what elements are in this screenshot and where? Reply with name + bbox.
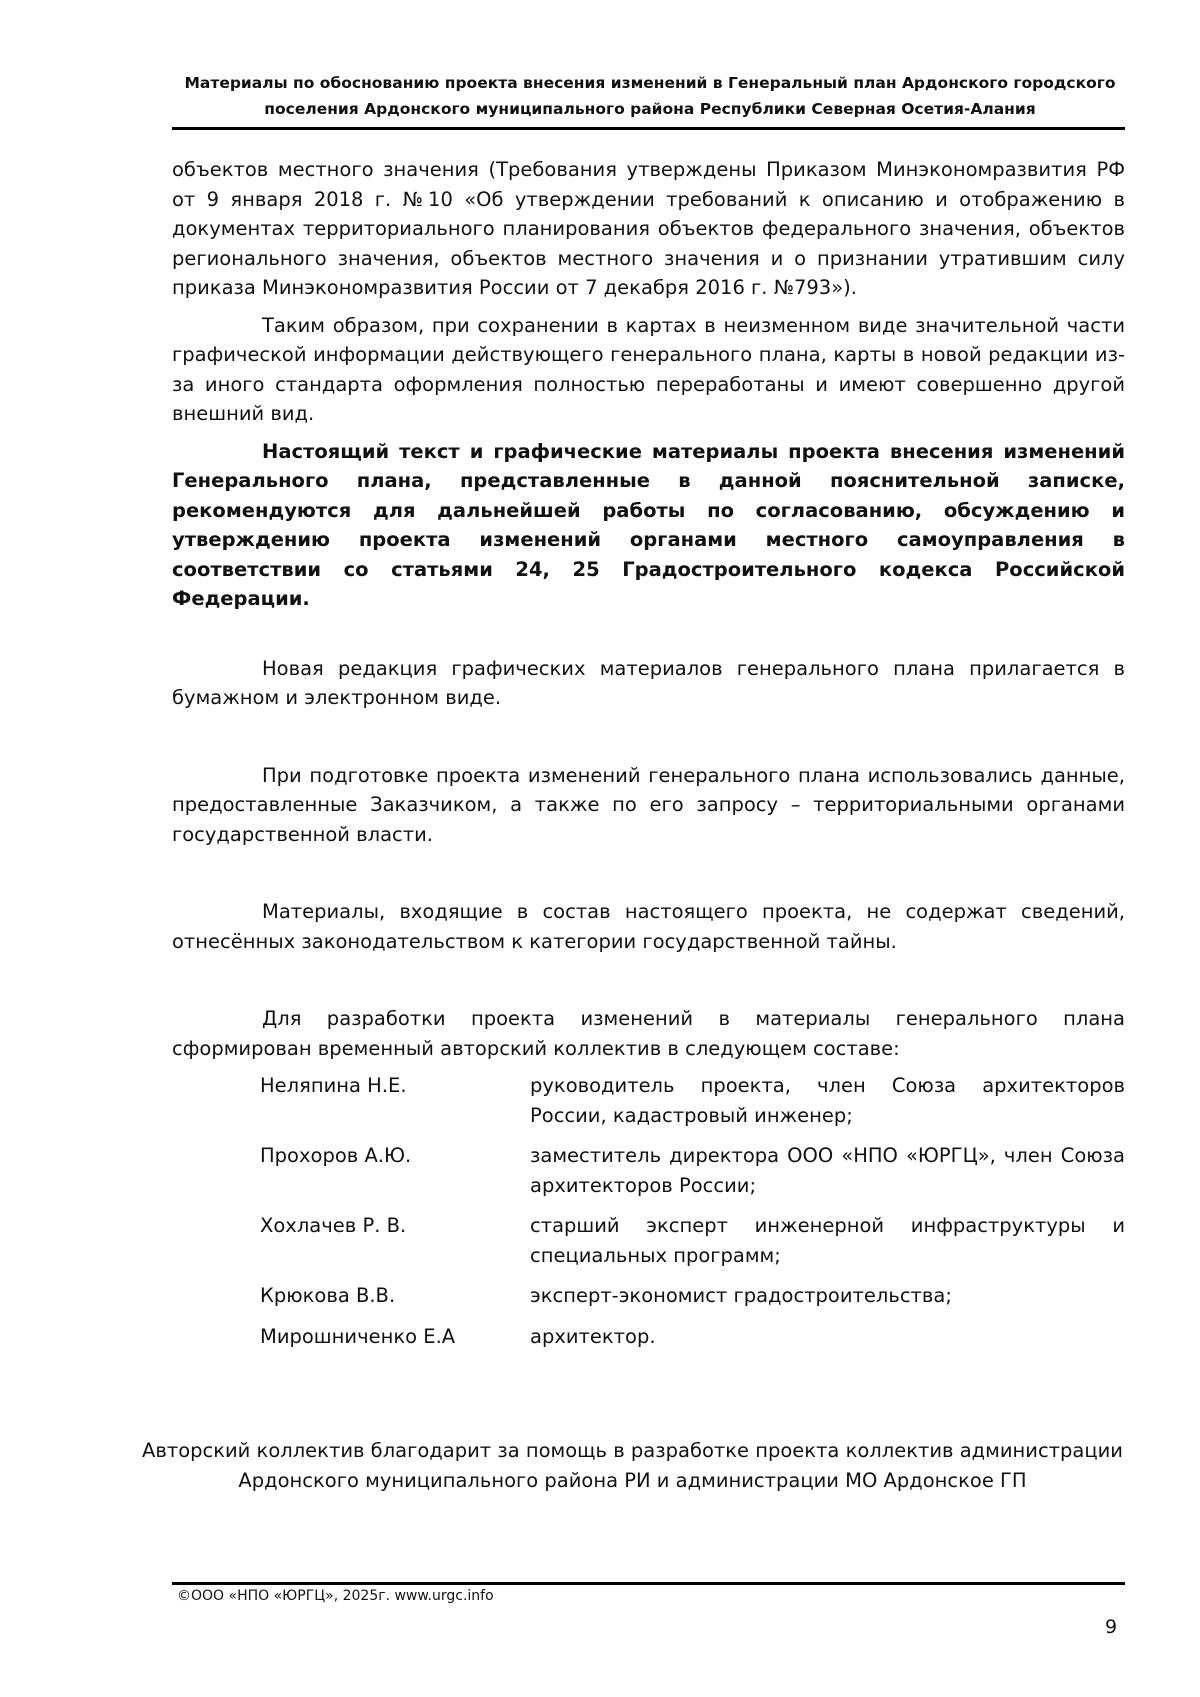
paragraph-4: Новая редакция графических материалов генерального плана прилагается в бумажном и электронном виде. [172, 656, 1125, 709]
author-name: Прохоров А.Ю. [260, 1144, 412, 1167]
paragraph-6: Материалы, входящие в состав настоящего проекта, не содержат сведений, отнесённых законодательством к категории государственной тайны. [172, 900, 1125, 953]
header-line-2: поселения Ардонского муниципального района Республики Северная Осетия-Алания [264, 100, 1036, 118]
page-header [175, 70, 1125, 122]
acknowledgement-line-1: Авторский коллектив благодарит за помощь в разработке проекта коллектив администрации [142, 1439, 1123, 1462]
author-name: Крюкова В.В. [260, 1284, 396, 1307]
author-row [260, 1071, 1125, 1130]
acknowledgement-line-2: Ардонского муниципального района РИ и администрации МО Ардонское ГП [238, 1469, 1027, 1492]
footer-rule [172, 1582, 1125, 1585]
author-role: заместитель директора ООО «НПО «ЮРГЦ», член Союза архитекторов России; [530, 1144, 1125, 1197]
author-role: старший эксперт инженерной инфраструктуры и специальных программ; [530, 1214, 1125, 1267]
author-role: эксперт-экономист градостроительства; [530, 1284, 952, 1307]
header-rule [172, 127, 1125, 130]
author-name: Мирошниченко Е.А [260, 1324, 456, 1348]
page-number: 9 [1105, 1616, 1118, 1638]
author-name: Неляпина Н.Е. [260, 1074, 407, 1097]
author-row [260, 1322, 1125, 1352]
author-role: руководитель проекта, член Союза архитекторов России, кадастровый инженер; [530, 1074, 1125, 1127]
author-role: архитектор. [530, 1324, 656, 1348]
paragraph-5: При подготовке проекта изменений генерального плана использовались данные, предоставленные Заказчиком, а также по его запросу – территориальными органами государственной власти. [172, 763, 1125, 846]
author-name: Хохлачев Р. В. [260, 1214, 407, 1237]
author-row [260, 1141, 1125, 1200]
author-list [260, 1071, 1125, 1351]
author-row [260, 1211, 1125, 1270]
footer-copyright: ©ООО «НПО «ЮРГЦ», 2025г. www.urgc.info [177, 1588, 494, 1604]
paragraph-3: Настоящий текст и графические материалы проекта внесения изменений Генерального плана, представленные в данной пояснительной записке, рекомендуются для дальнейшей работы по согласованию, обсуждению и утверждению проекта изменений органами местного самоуправления в соответствии со статьями 24, 25 Градостроительного кодекса Российской Федерации. [172, 439, 1125, 610]
page-body [172, 155, 1125, 1362]
paragraph-2: Таким образом, при сохранении в картах в неизменном виде значительной части графической информации действующего генерального плана, карты в новой редакции из-за иного стандарта оформления полностью переработаны и имеют совершенно другой внешний вид. [172, 313, 1125, 425]
paragraph-7: Для разработки проекта изменений в материалы генерального плана сформирован временный авторский коллектив в следующем составе: [172, 1007, 1125, 1060]
header-line-1: Материалы по обоснованию проекта внесения изменений в Генеральный план Ардонского городского [184, 74, 1116, 92]
paragraph-1: объектов местного значения (Требования утверждены Приказом Минэкономразвития РФ от 9 января 2018 г. №10 «Об утверждении требований к описанию и отображению в документах территориального планирования объектов федерального значения, объектов регионального значения, объектов местного значения и о признании утратившим силу приказа Минэкономразвития России от 7 декабря 2016 г. №793»). [172, 158, 1125, 299]
author-row [260, 1281, 1125, 1311]
acknowledgement [140, 1436, 1125, 1496]
